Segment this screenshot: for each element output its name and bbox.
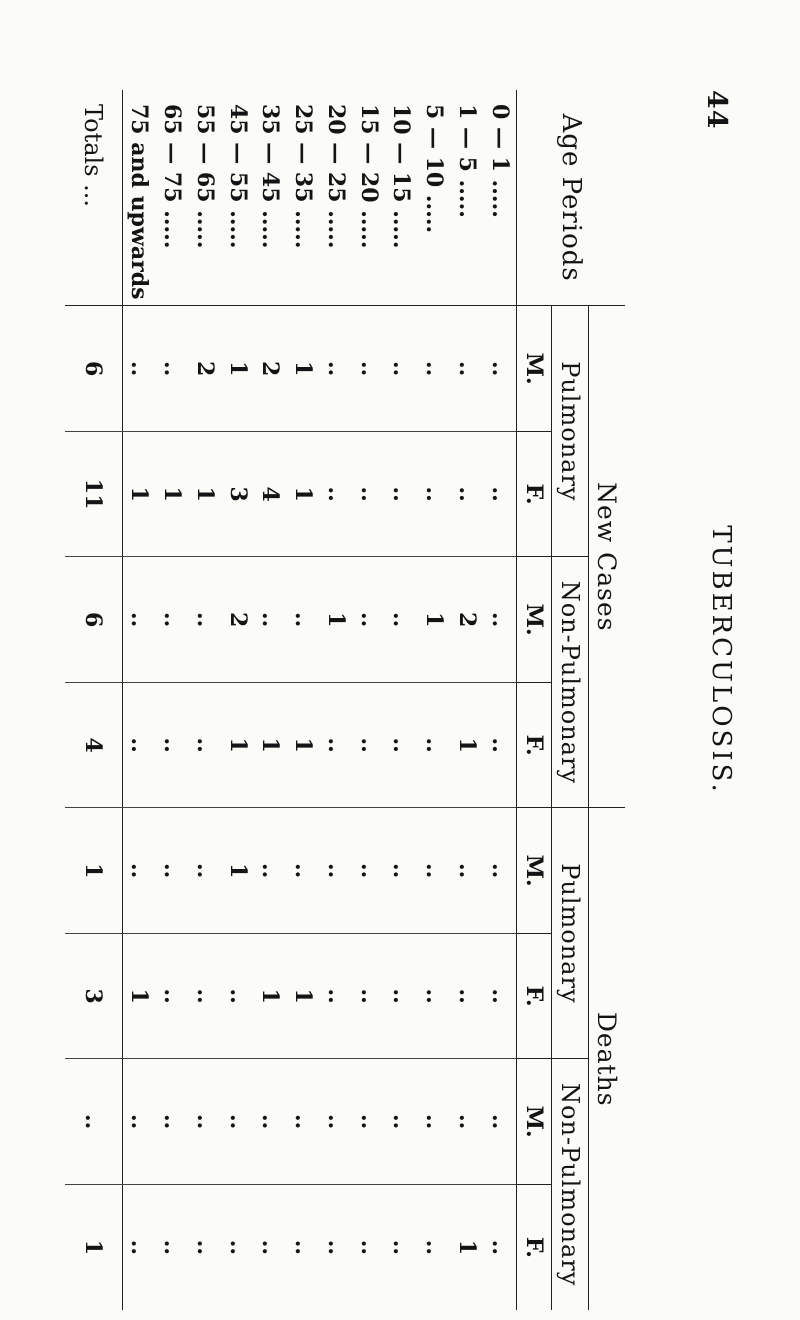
value-cell: .. [352, 306, 385, 432]
table-row [221, 90, 254, 1310]
value-cell: .. [188, 933, 221, 1059]
value-cell: .. [221, 1059, 254, 1185]
total-cell: 1 [65, 808, 122, 934]
age-period-cell: 5 — 10 ..... [418, 90, 451, 306]
value-cell: 1 [287, 933, 320, 1059]
value-cell: .. [122, 808, 155, 934]
value-cell: 2 [221, 557, 254, 683]
value-cell: .. [385, 431, 418, 557]
value-cell: .. [418, 682, 451, 808]
value-cell: 1 [254, 682, 287, 808]
value-cell: .. [483, 682, 516, 808]
table-row [287, 90, 320, 1310]
value-cell: .. [385, 1059, 418, 1185]
table-row [122, 90, 155, 1310]
table-body [65, 90, 517, 1310]
value-cell: .. [483, 306, 516, 432]
value-cell: .. [421, 1239, 448, 1256]
new-cases-header: New Cases [589, 306, 626, 808]
value-cell: .. [352, 431, 385, 557]
value-cell: .. [450, 431, 483, 557]
value-cell: 1 [418, 557, 451, 683]
totals-row [65, 90, 122, 1310]
value-cell: 2 [188, 306, 221, 432]
value-cell: 1 [319, 557, 352, 683]
sex-header: F. [517, 431, 552, 557]
value-cell: .. [254, 557, 287, 683]
value-cell: .. [319, 306, 352, 432]
age-period-cell: 45 — 55 ..... [221, 90, 254, 306]
value-cell: .. [385, 557, 418, 683]
tuberculosis-table-container [65, 90, 625, 1310]
value-cell: .. [188, 557, 221, 683]
value-cell: 1 [122, 933, 155, 1059]
sex-header: M. [517, 557, 552, 683]
value-cell: .. [418, 933, 451, 1059]
value-cell: .. [352, 682, 385, 808]
value-cell: .. [287, 808, 320, 934]
value-cell: 1 [221, 682, 254, 808]
total-cell: 11 [65, 431, 122, 557]
value-cell: .. [257, 1239, 284, 1256]
table-row [450, 90, 483, 1310]
value-cell: .. [352, 808, 385, 934]
value-cell: .. [483, 557, 516, 683]
sex-header: M. [517, 306, 552, 432]
value-cell: .. [290, 1239, 317, 1256]
value-cell: 1 [287, 431, 320, 557]
new-cases-non-pulmonary-header: Non-Pulmonary [552, 557, 589, 808]
table-row [483, 90, 516, 1310]
age-period-cell: 25 — 35 ..... [287, 90, 320, 306]
value-cell: .. [483, 1059, 516, 1185]
value-cell: .. [486, 1239, 513, 1256]
age-periods-header: Age Periods [517, 90, 626, 306]
value-cell: 4 [254, 431, 287, 557]
value-cell: 1 [453, 1239, 480, 1256]
total-cell: 6 [65, 306, 122, 432]
age-period-cell: 20 — 25 ..... [319, 90, 352, 306]
value-cell: 1 [122, 431, 155, 557]
deaths-header: Deaths [589, 808, 626, 1310]
total-cell: 1 [65, 1184, 122, 1310]
value-cell: .. [418, 1059, 451, 1185]
value-cell: 1 [221, 808, 254, 934]
age-period-cell: 65 — 75 ..... [156, 90, 189, 306]
value-cell: .. [221, 933, 254, 1059]
value-cell: .. [224, 1239, 251, 1256]
value-cell: .. [450, 1059, 483, 1185]
sex-header: F. [517, 682, 552, 808]
sex-header: F. [517, 1184, 552, 1310]
value-cell: .. [450, 808, 483, 934]
value-cell: 1 [188, 431, 221, 557]
value-cell: .. [188, 682, 221, 808]
value-cell: .. [319, 1059, 352, 1185]
sex-header: M. [517, 1059, 552, 1185]
tuberculosis-table [65, 90, 625, 1310]
value-cell: .. [254, 1059, 287, 1185]
value-cell: .. [188, 1059, 221, 1185]
value-cell: .. [352, 933, 385, 1059]
value-cell: 1 [254, 933, 287, 1059]
value-cell: .. [385, 808, 418, 934]
value-cell: .. [156, 682, 189, 808]
value-cell: .. [126, 1239, 153, 1256]
value-cell: .. [483, 933, 516, 1059]
value-cell: .. [287, 1059, 320, 1185]
value-cell: 2 [254, 306, 287, 432]
value-cell: 1 [450, 682, 483, 808]
value-cell: .. [418, 808, 451, 934]
value-cell: .. [418, 431, 451, 557]
age-period-cell: 35 — 45 ..... [254, 90, 287, 306]
value-cell: .. [319, 682, 352, 808]
value-cell: .. [450, 306, 483, 432]
value-cell: .. [385, 306, 418, 432]
age-period-cell: 55 — 65 ..... [188, 90, 221, 306]
deaths-non-pulmonary-header: Non-Pulmonary [552, 1059, 589, 1310]
page-number: 44 [701, 90, 732, 130]
age-period-cell: 10 — 15 ..... [385, 90, 418, 306]
value-cell: .. [122, 306, 155, 432]
value-cell: .. [159, 1239, 186, 1256]
totals-label: Totals ... [65, 90, 122, 306]
total-cell: 4 [65, 682, 122, 808]
sex-header: M. [517, 808, 552, 934]
value-cell: .. [385, 682, 418, 808]
value-cell: .. [156, 808, 189, 934]
value-cell: 1 [287, 682, 320, 808]
value-cell: 1 [156, 431, 189, 557]
sex-header: F. [517, 933, 552, 1059]
age-period-cell: 15 — 20 ..... [352, 90, 385, 306]
value-cell: .. [385, 933, 418, 1059]
value-cell: .. [322, 1239, 349, 1256]
value-cell: .. [418, 306, 451, 432]
value-cell: .. [319, 808, 352, 934]
value-cell: .. [156, 933, 189, 1059]
page-title: TUBERCULOSIS. [706, 525, 736, 795]
value-cell: .. [254, 808, 287, 934]
value-cell: .. [388, 1239, 415, 1256]
value-cell: .. [122, 1059, 155, 1185]
value-cell: .. [191, 1239, 218, 1256]
value-cell: 1 [287, 306, 320, 432]
table-row [254, 90, 287, 1310]
age-period-cell: 1 — 5 ..... [450, 90, 483, 306]
value-cell: .. [287, 557, 320, 683]
table-row [319, 90, 352, 1310]
age-period-cell: 75 and upwards [122, 90, 155, 306]
value-cell: .. [450, 933, 483, 1059]
value-cell: .. [352, 1059, 385, 1185]
table-row [352, 90, 385, 1310]
value-cell: .. [122, 682, 155, 808]
table-row [156, 90, 189, 1310]
value-cell: 3 [221, 431, 254, 557]
table-row [188, 90, 221, 1310]
deaths-pulmonary-header: Pulmonary [552, 808, 589, 1059]
table-row [385, 90, 418, 1310]
table-row [418, 90, 451, 1310]
value-cell: .. [352, 557, 385, 683]
value-cell: 2 [450, 557, 483, 683]
age-period-cell: 0 — 1 ..... [483, 90, 516, 306]
value-cell: .. [483, 808, 516, 934]
total-cell: 3 [65, 933, 122, 1059]
total-cell: .. [65, 1059, 122, 1185]
value-cell: .. [483, 431, 516, 557]
value-cell: 1 [221, 306, 254, 432]
value-cell: .. [156, 557, 189, 683]
value-cell: .. [319, 933, 352, 1059]
value-cell: .. [188, 808, 221, 934]
value-cell: .. [355, 1239, 382, 1256]
value-cell: .. [156, 306, 189, 432]
new-cases-pulmonary-header: Pulmonary [552, 306, 589, 557]
value-cell: .. [156, 1059, 189, 1185]
value-cell: .. [122, 557, 155, 683]
total-cell: 6 [65, 557, 122, 683]
value-cell: .. [319, 431, 352, 557]
